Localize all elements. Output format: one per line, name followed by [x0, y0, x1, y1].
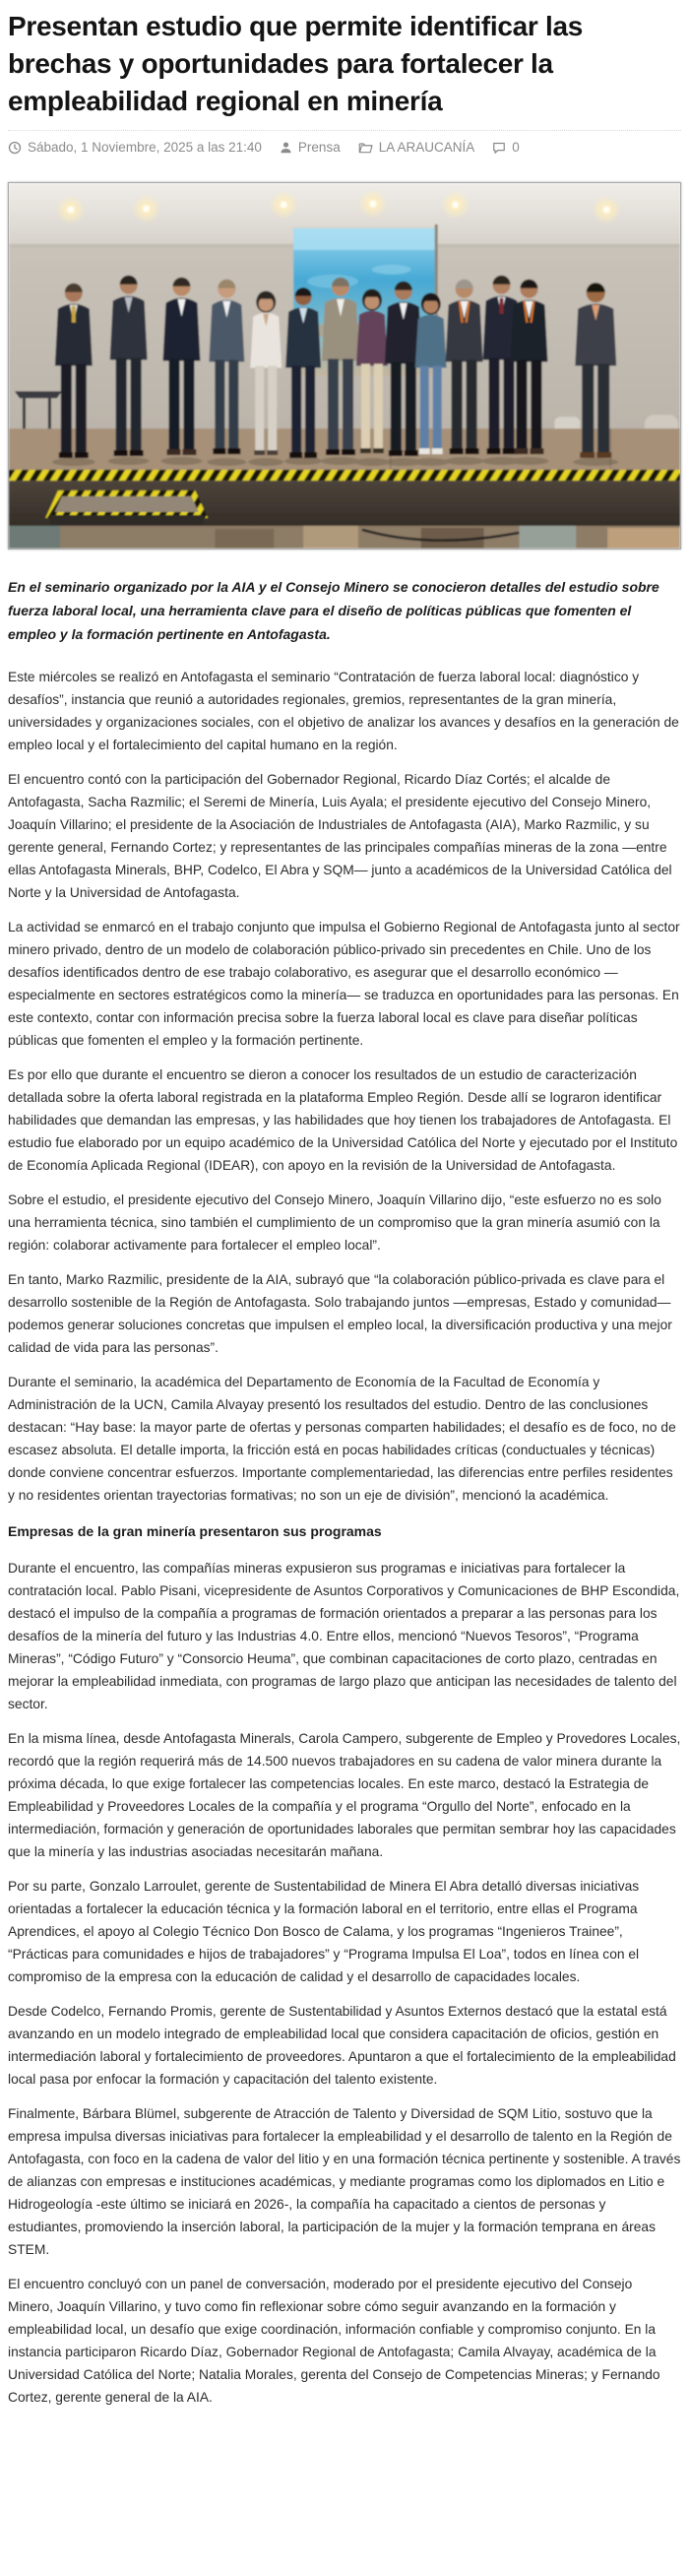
page-title: Presentan estudio que permite identificar las brechas y oportunidades para fortalecer la empleabilidad regional en minería — [8, 11, 584, 116]
folder-icon — [358, 141, 373, 155]
article-lead: En el seminario organizado por la AIA y el Consejo Minero se conocieron detalles del estudio sobre fuerza laboral local, una herramienta clave para el diseño de políticas públicas que fomenten el empleo y la formación pertinente en Antofagasta. — [8, 578, 659, 642]
comment-icon — [492, 141, 506, 155]
seminar-group-photo-image — [9, 183, 680, 548]
stage-hazard-tape — [9, 470, 680, 481]
article-paragraph: El encuentro contó con la participación del Gobernador Regional, Ricardo Díaz Cortés; el alcalde de Antofagasta, Sacha Razmilic; el Seremi de Minería, Luis Ayala; el presidente ejecutivo del Consejo Minero, Joaquín Villarino; el presidente de la Asociación de Industriales de Antofagasta (AIA), Marko Razmilic, y su gerente general, Fernando Cortez; y representantes de las principales compañías mineras de la zona —entre ellas Antofagasta Minerals, BHP, Codelco, El Abra y SQM— junto a académicos de la Universidad Católica del Norte y la Universidad de Antofagasta. — [8, 771, 672, 900]
article-paragraph: La actividad se enmarcó en el trabajo conjunto que impulsa el Gobierno Regional de Antofagasta junto al sector minero privado, dentro de un modelo de colaboración público-privado sin precedentes en Chile. Uno de los desafíos identificados dentro de ese trabajo colaborativo, es asegurar que el desarrollo económico —especialmente en sectores estratégicos como la minería— se traduzca en oportunidades para las personas. En este contexto, contar con información precisa sobre la fuerza laboral local es clave para diseñar políticas públicas que fomenten el empleo y la formación pertinente. — [8, 919, 680, 1048]
meta-comments[interactable] — [492, 140, 520, 155]
article-paragraph: Finalmente, Bárbara Blümel, subgerente de Atracción de Talento y Diversidad de SQM Litio, sostuvo que la empresa impulsa diversas iniciativas para fortalecer la empleabilidad y el desarrollo de talento en la Región de Antofagasta, con foco en la cadena de valor del litio y en una formación técnica pertinente y sostenible. A través de alianzas con empresas e instituciones académicas, y mediante programas como los diplomados en Litio e Hidrogeología -este último se iniciará en 2026-, la compañía ha capacitado a cientos de personas y estudiantes, promoviendo la inserción laboral, la participación de la mujer y la formación temprana en áreas STEM. — [8, 2105, 681, 2257]
article-paragraph: Este miércoles se realizó en Antofagasta el seminario “Contratación de fuerza laboral local: diagnóstico y desafíos”, instancia que reunió a autoridades regionales, gremios, representantes de la gran minería, universidades y organizaciones sociales, con el objetivo de analizar los avances y desafíos en la generación de empleo local y el fortalecimiento del capital humano en la región. — [8, 669, 679, 752]
article-paragraph: Por su parte, Gonzalo Larroulet, gerente de Sustentabilidad de Minera El Abra detalló diversas iniciativas orientadas a fortalecer la educación técnica y la formación laboral en el territorio, entre ellas el Programa Aprendices, el apoyo al Colegio Técnico Don Bosco de Calama, y los programas “Ingenieros Trainee”, “Prácticas para comunidades e hijos de trabajadores” y “Programa Impulsa El Loa”, todos en línea con el compromiso de la empresa con la educación de calidad y el desarrollo de capacidades locales. — [8, 1878, 640, 1984]
people-shadows — [52, 457, 618, 466]
meta-category-label: LA ARAUCANÍA — [378, 140, 475, 155]
article-paragraph: En la misma línea, desde Antofagasta Minerals, Carola Campero, subgerente de Empleo y Provedores Locales, recordó que la región requerirá más de 14.500 nuevos trabajadores en su cadena de valor minera durante la próxima década, lo que exige fortalecer las competencias locales. En este marco, destacó la Estrategia de Empleabilidad y Proveedores Locales de la compañía y el programa “Orgullo del Norte”, enfocado en la intermediación, formación y generación de oportunidades laborales que permitan sembrar hoy las capacidades que la minería y las industrias asociadas necesitarán mañana. — [8, 1730, 681, 1859]
meta-author[interactable] — [280, 140, 341, 155]
meta-comments-count: 0 — [512, 140, 520, 155]
article-paragraph: Durante el seminario, la académica del Departamento de Economía de la Facultad de Economía y Administración de la UCN, Camila Alvayay presentó los resultados del estudio. Dentro de las conclusiones destacan: “Hay base: la mayor parte de ofertas y personas comparten habilidades; el desafío es de foco, no de escasez absoluta. El detalle importa, la fricción está en pocas habilidades críticas (conductuales y técnicas) donde conviene concentrar esfuerzos. Importante complementariedad, las diferencias entre perfiles residentes y no residentes orientan trayectorias formativas; no son un eje de división”, mencionó la académica. — [8, 1374, 676, 1503]
section-subheading: Empresas de la gran minería presentaron sus programas — [8, 1522, 382, 1539]
article-photo — [8, 182, 681, 549]
article-paragraph: Desde Codelco, Fernando Promis, gerente de Sustentabilidad y Asuntos Externos destacó que la estatal está avanzando en un modelo integrado de empleabilidad local que considera capacitación de oficios, gestión en intermediación laboral y fortalecimiento de proveedores. Apuntaron a que el fortalecimiento de la empleabilidad local pasa por enfocar la formación y capacitación del talento existente. — [8, 2003, 676, 2087]
article-meta — [8, 130, 681, 155]
meta-category[interactable] — [358, 140, 475, 155]
article-paragraph: En tanto, Marko Razmilic, presidente de la AIA, subrayó que “la colaboración público-privada es clave para el desarrollo sostenible de la Región de Antofagasta. Solo trabajando juntos —empresas, Estado y comunidad— podemos generar soluciones concretas que impulsen el empleo local, la diversificación productiva y una mejor calidad de vida para las personas”. — [8, 1271, 672, 1355]
floor-carpet — [9, 526, 680, 548]
meta-date-label: Sábado, 1 Noviembre, 2025 a las 21:40 — [28, 140, 262, 155]
article-paragraph: El encuentro concluyó con un panel de conversación, moderado por el presidente ejecutivo del Consejo Minero, Joaquín Villarino, y tuvo como fin reflexionar sobre cómo seguir avanzando en la formación y empleabilidad local, un desafío que exige coordinación, información confiable y compromiso conjunto. En la instancia participaron Ricardo Díaz, Gobernador Regional de Antofagasta; Camila Alvayay, académica de la Universidad Católica del Norte; Natalia Morales, gerenta del Consejo de Competencias Mineras; y Fernando Cortez, gerente general de la AIA. — [8, 2276, 660, 2405]
article-paragraph: Sobre el estudio, el presidente ejecutivo del Consejo Minero, Joaquín Villarino dijo, “este esfuerzo no es solo una herramienta técnica, sino también el cumplimiento de un compromiso que la gran minería asumió con la región: colaborar activamente para fortalecer el empleo local”. — [8, 1191, 661, 1253]
article-paragraph: Es por ello que durante el encuentro se dieron a conocer los resultados de un estudio de caracterización detallada sobre la oferta laboral registrada en la plataforma Empleo Región. Desde allí se lograron identificar habilidades que demandan las empresas, y las habilidades que hoy tienen los trabajadores de Antofagasta. El estudio fue elaborado por un equipo académico de la Universidad Católica del Norte y ejecutado por el Instituto de Economía Aplicada Regional (IDEAR), con apoyo en la revisión de la Universidad de Antofagasta. — [8, 1066, 678, 1173]
user-icon — [280, 141, 292, 154]
meta-author-label: Prensa — [297, 140, 341, 155]
clock-icon — [8, 141, 22, 155]
seminar-participants — [55, 276, 616, 458]
article-paragraph: Durante el encuentro, las compañías mineras expusieron sus programas e iniciativas para fortalecer la contratación local. Pablo Pisani, vicepresidente de Asuntos Corporativos y Comunicaciones de BHP Escondida, destacó el impulso de la compañía a programas de formación orientados a preparar a las personas para los desafíos de la minería del futuro y las Industrias 4.0. Entre ellos, mencionó “Nuevos Tesoros”, “Programa Mineras”, “Código Futuro” y “Consorcio Heuma”, que combinan capacitaciones de corto plazo, centradas en mejorar la empleabilidad inmediata, con programas de largo plazo que anticipan las necesidades de talento del sector. — [8, 1560, 680, 1711]
news-article — [0, 8, 689, 2409]
meta-date — [8, 140, 262, 155]
